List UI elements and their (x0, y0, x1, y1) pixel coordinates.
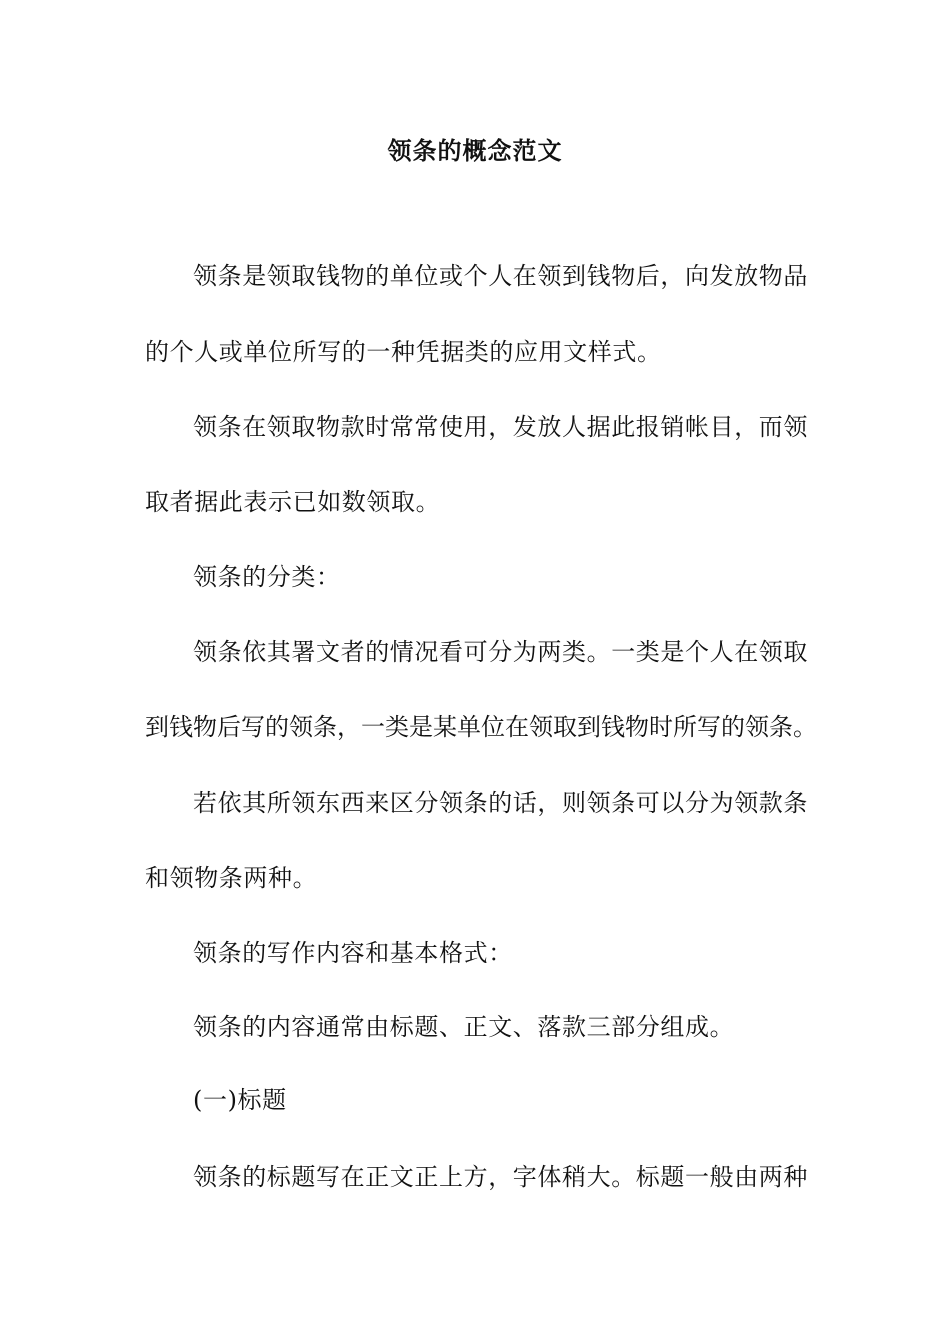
paragraph-line: 和领物条两种。 (145, 864, 318, 892)
paragraph-line: 领条的内容通常由标题、正文、落款三部分组成。 (193, 1013, 735, 1041)
document-title: 领条的概念范文 (387, 136, 563, 165)
paragraph-line: 的个人或单位所写的一种凭据类的应用文样式。 (145, 338, 662, 366)
paragraph-line: 到钱物后写的领条，一类是某单位在领取到钱物时所写的领条。 (145, 713, 817, 741)
paragraph-line: 领条的写作内容和基本格式： (193, 939, 513, 967)
section-heading: (一)标题 (193, 1086, 287, 1114)
paragraph-line: 领条是领取钱物的单位或个人在领到钱物后，向发放物品 (193, 262, 808, 290)
paragraph-line: 领条的标题写在正文正上方，字体稍大。标题一般由两种 (193, 1163, 808, 1191)
paragraph-line: 领条的分类： (193, 563, 341, 591)
paragraph-line: 领条在领取物款时常常使用，发放人据此报销帐目，而领 (193, 413, 808, 441)
paragraph-line: 领条依其署文者的情况看可分为两类。一类是个人在领取 (193, 638, 808, 666)
paragraph-line: 若依其所领东西来区分领条的话，则领条可以分为领款条 (193, 789, 808, 817)
paragraph-line: 取者据此表示已如数领取。 (145, 488, 441, 516)
